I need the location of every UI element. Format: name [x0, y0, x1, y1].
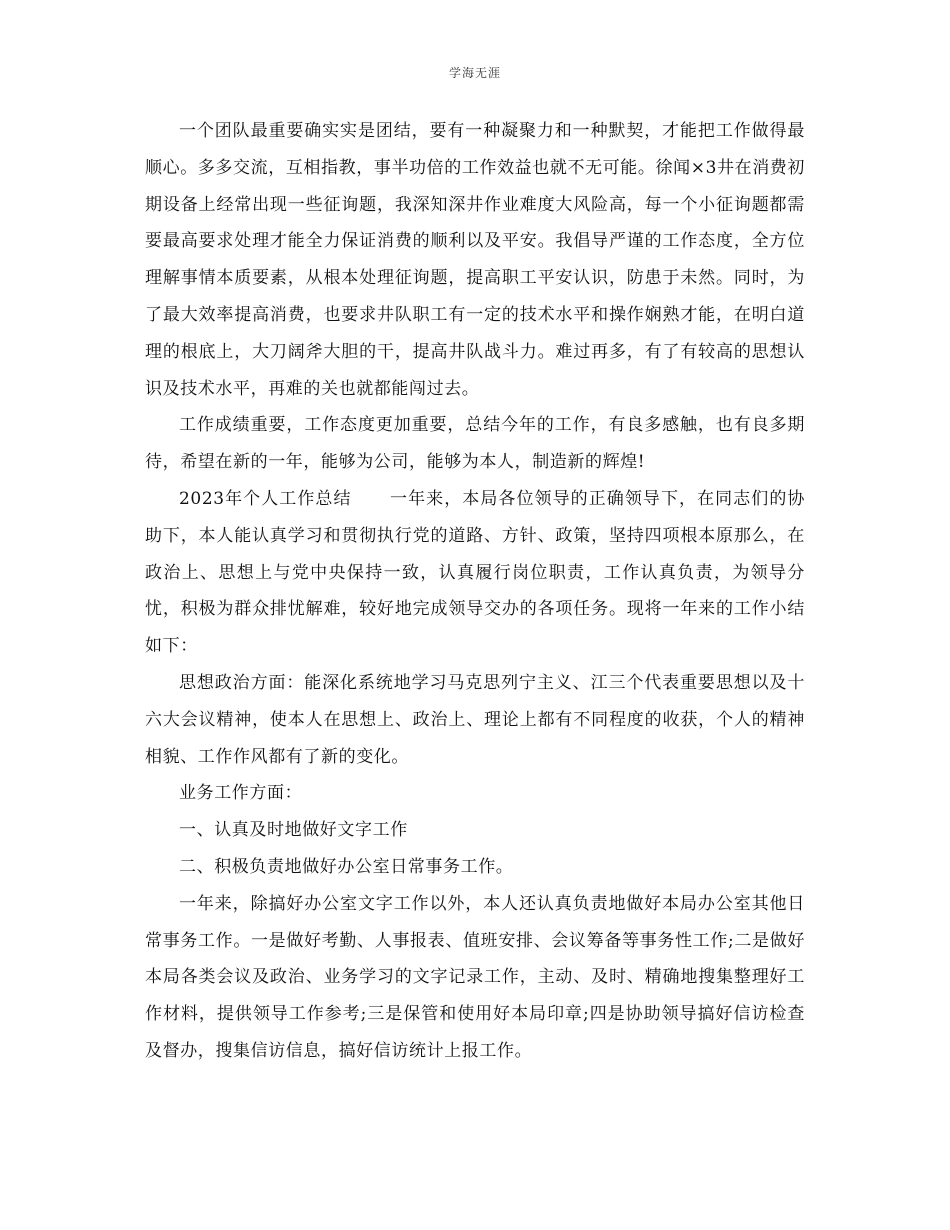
paragraph-political: 思想政治方面：能深化系统地学习马克思列宁主义、江三个代表重要思想以及十六大会议精神，使本人在思想上、政治上、理论上都有不同程度的收获，个人的精神相貌、工作作风都有了新的变化。 — [145, 672, 805, 767]
paragraph-item-one: 一、认真及时地做好文字工作 — [179, 820, 408, 841]
paragraph-summary-intro — [145, 481, 805, 665]
paragraph-business-heading: 业务工作方面： — [179, 783, 303, 804]
paragraph-teamwork: 一个团队最重要确实实是团结，要有一种凝聚力和一种默契，才能把工作做得最顺心。多多交流，互相指教，事半功倍的工作效益也就不无可能。徐闻×3井在消费初期设备上经常出现一些征询题，我深知深井作业难度大风险高，每一个小征询题都需要最高要求处理才能全力保证消费的顺利以及平安。我倡导严谨的工作态度，全方位理解事情本质要素，从根本处理征询题，提高职工平安认识，防患于未然。同时，为了最大效率提高消费，也要求井队职工有一定的技术水平和操作娴熟才能，在明白道理的根底上，大刀阔斧大胆的干，提高井队战斗力。难过再多，有了有较高的思想认识及技术水平，再难的关也就都能闯过去。 — [145, 121, 805, 399]
summary-body: 一年来，本局各位领导的正确领导下，在同志们的协助下，本人能认真学习和贯彻执行党的道路、方针、政策，坚持四项根本原那么，在政治上、思想上与党中央保持一致，认真履行岗位职责，工作认真负责，为领导分忧，积极为群众排忧解难，较好地完成领导交办的各项任务。现将一年来的工作小结如下： — [145, 488, 805, 657]
paragraph-office-work: 一年来，除搞好办公室文字工作以外，本人还认真负责地做好本局办公室其他日常事务工作。一是做好考勤、人事报表、值班安排、会议筹备等事务性工作;二是做好本局各类会议及政治、业务学习的文字记录工作，主动、及时、精确地搜集整理好工作材料，提供领导工作参考;三是保管和使用好本局印章;四是协助领导搞好信访检查及督办，搜集信访信息，搞好信访统计上报工作。 — [145, 893, 805, 1061]
page-header: 学海无涯 — [448, 66, 501, 80]
document-body — [145, 113, 805, 1070]
summary-title: 2023年个人工作总结 — [179, 488, 352, 509]
paragraph-attitude: 工作成绩重要，工作态度更加重要，总结今年的工作，有良多感触，也有良多期待，希望在新的一年，能够为公司，能够为本人，制造新的辉煌! — [145, 415, 805, 473]
paragraph-item-two: 二、积极负责地做好办公室日常事务工作。 — [179, 856, 514, 877]
